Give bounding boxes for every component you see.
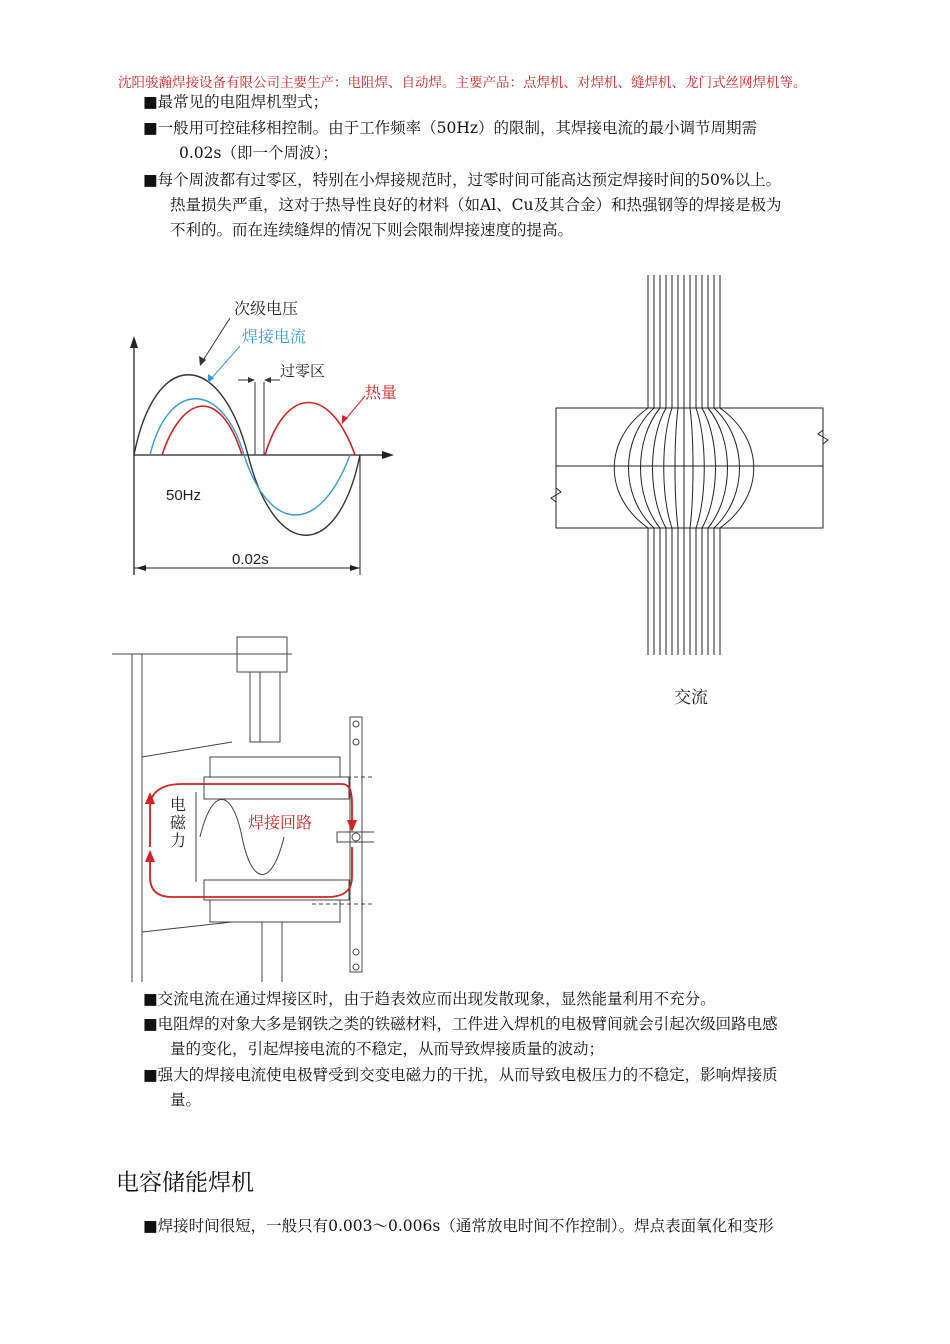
skin-effect-figure	[548, 270, 833, 710]
workpiece-sheets	[556, 408, 823, 528]
loop-arrow-up-bottom	[145, 850, 155, 862]
electrode-column	[350, 717, 362, 972]
section-title: 电容储能焊机	[116, 1170, 254, 1196]
bullet-line: ■焊接时间很短，一般只有0.003～0.006s（通常放电时间不作控制）。焊点表面氧化和变形	[143, 1217, 774, 1235]
upper-ram	[250, 672, 280, 742]
zero-crossing-label: 过零区	[280, 363, 326, 380]
bullet-line: ■电阻焊的对象大多是钢铁之类的铁磁材料，工件进入焊机的电极臂间就会引起次级回路电感	[143, 1015, 778, 1033]
upper-arm	[204, 777, 349, 799]
current-leader-arrow	[208, 374, 214, 383]
period-arrow-right	[350, 565, 360, 571]
zero-zone-arrowhead-right	[264, 377, 271, 383]
weld-current-label: 焊接电流	[242, 329, 307, 346]
bullet-line: ■交流电流在通过焊接区时，由于趋表效应而出现发散现象，显然能量利用不充分。	[143, 990, 716, 1008]
bullet-ferromagnetic	[143, 1012, 778, 1062]
force-label-3: 力	[170, 833, 187, 850]
bullet-line: 量。	[170, 1091, 202, 1109]
voltage-leader	[202, 318, 230, 362]
lower-holder	[210, 900, 340, 922]
bullet-line: 热量损失严重，这对于热导性良好的材料（如Al、Cu及其合金）和热强钢等的焊接是极为	[170, 196, 782, 214]
frequency-label: 50Hz	[166, 487, 202, 504]
heat-curve-2	[265, 403, 355, 456]
bullet-zero-crossing	[143, 168, 782, 243]
bullet-common-type	[143, 90, 328, 115]
bullet-skin-effect	[143, 987, 716, 1012]
x-axis-arrow	[382, 451, 394, 459]
heat-curve-1	[162, 406, 242, 455]
force-label-1: 电	[170, 797, 187, 814]
bullet-line: 0.02s（即一个周波）；	[179, 144, 338, 162]
secondary-voltage-label: 次级电压	[234, 301, 299, 318]
bullet-electromagnetic-force	[143, 1063, 778, 1113]
waveform-figure	[110, 290, 410, 585]
zero-zone-arrowhead-left	[248, 377, 255, 383]
bullet-line: ■强大的焊接电流使电极臂受到交变电磁力的干扰，从而导致电极压力的不稳定，影响焊接质	[143, 1066, 778, 1084]
bullet-line: ■每个周波都有过零区，特别在小焊接规范时，过零时间可能高达预定焊接时间的50%以上。	[143, 171, 782, 189]
bullet-capacitor-time	[143, 1214, 774, 1239]
y-axis-arrow	[130, 336, 138, 348]
bullet-scr-control	[143, 116, 757, 166]
period-label: 0.02s	[232, 551, 269, 568]
bullet-line: 量的变化，引起焊接电流的不稳定，从而导致焊接质量的波动；	[170, 1040, 605, 1058]
bullet-line: 不利的。而在连续缝焊的情况下则会限制焊接速度的提高。	[170, 221, 574, 239]
company-header: 沈阳骏瀚焊接设备有限公司主要生产：电阻焊、自动焊。主要产品：点焊机、对焊机、缝焊机、龙门式丝网焊机等。	[118, 75, 807, 91]
heat-leader-arrow	[342, 415, 348, 424]
force-label-2: 磁	[170, 815, 187, 832]
welder-loop-figure	[112, 632, 374, 987]
upper-holder	[210, 757, 340, 777]
current-leader	[210, 346, 240, 380]
loop-arrow-down	[347, 820, 357, 832]
welding-loop-label: 焊接回路	[248, 815, 313, 832]
ac-caption: 交流	[674, 688, 708, 707]
bullet-line: ■最常见的电阻焊机型式；	[143, 93, 329, 111]
force-sine	[200, 800, 284, 875]
heat-leader	[345, 396, 365, 420]
bullet-line: ■一般用可控硅移相控制。由于工作频率（50Hz）的限制，其焊接电流的最小调节周期需	[143, 119, 758, 137]
heat-label: 热量	[365, 385, 398, 402]
period-arrow-left	[136, 565, 146, 571]
